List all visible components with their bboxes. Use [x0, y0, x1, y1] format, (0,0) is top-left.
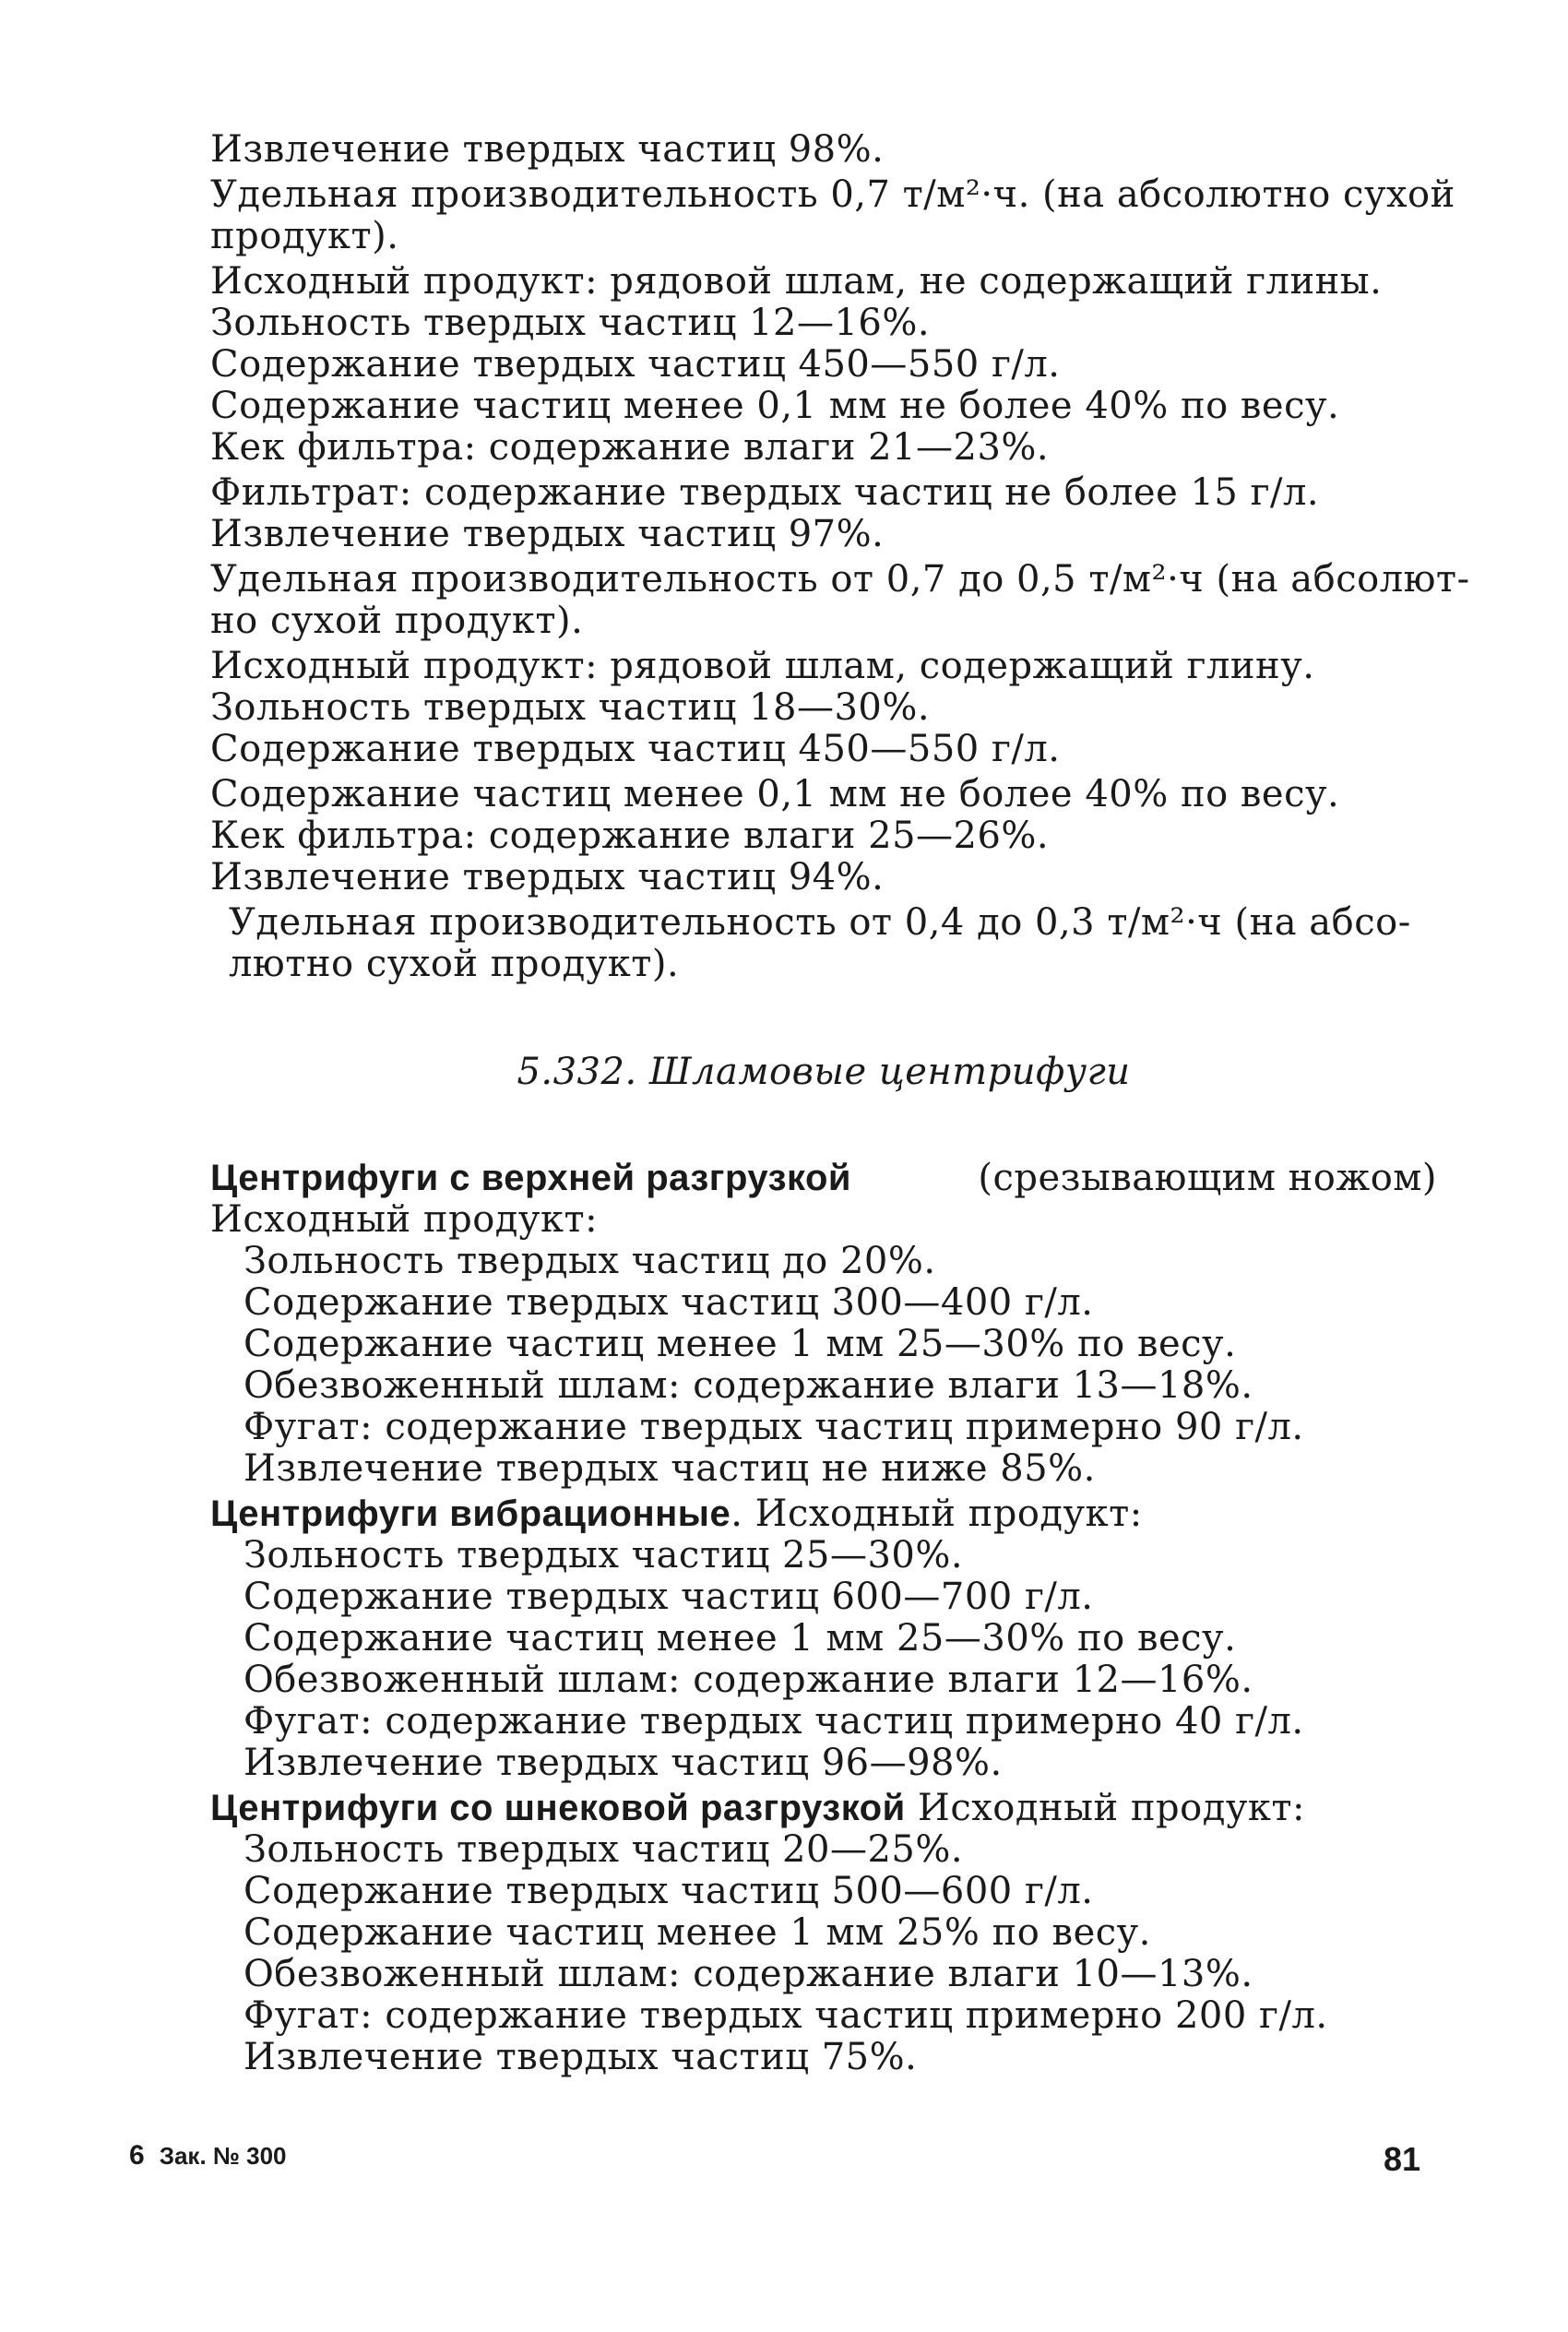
group-title-line: [210, 1788, 1437, 1829]
text-line: Содержание частиц менее 0,1 мм не более 40% по весу.: [210, 385, 1340, 427]
section-heading: 5.332. Шламовые центрифуги: [517, 1051, 1131, 1093]
group-title-suffix: . Исходный продукт:: [731, 1493, 1143, 1535]
centrifuges-section: [210, 1158, 1437, 2082]
list-item: Содержание частиц менее 1 мм 25% по весу.: [244, 1911, 1151, 1954]
group-title-line: [210, 1493, 1437, 1535]
list-item: Зольность твердых частиц 25—30%.: [244, 1534, 964, 1576]
centrifuge-group-1: [210, 1158, 1437, 1490]
list-item: Обезвоженный шлам: содержание влаги 10—13%.: [244, 1953, 1253, 1995]
text-line: Исходный продукт: рядовой шлам, содержащий глину.: [210, 645, 1315, 687]
paragraph-5: [210, 558, 1470, 642]
centrifuge-group-3: [210, 1788, 1437, 2078]
text-line: Извлечение твердых частиц 94%.: [210, 856, 885, 898]
group-title: Центрифуги вибрационные: [210, 1493, 731, 1534]
paragraph-3: [210, 261, 1437, 469]
text-line: Зольность твердых частиц 18—30%.: [210, 686, 931, 729]
printer-mark: [129, 2140, 286, 2171]
paragraph-7: [210, 774, 1437, 898]
text-line: Кек фильтра: содержание влаги 21—23%.: [210, 426, 1050, 469]
list-item: Извлечение твердых частиц 75%.: [244, 2036, 918, 2078]
text-line: Извлечение твердых частиц 98%.: [210, 128, 885, 171]
group-title-suffix: Исходный продукт:: [905, 1787, 1305, 1829]
group-intro: Исходный продукт:: [210, 1198, 599, 1241]
list-item: Содержание твердых частиц 300—400 г/л.: [244, 1281, 1094, 1324]
list-item: Обезвоженный шлам: содержание влаги 13—18%.: [244, 1364, 1253, 1407]
list-item: Извлечение твердых частиц 96—98%.: [244, 1742, 1003, 1784]
text-line: Содержание частиц менее 0,1 мм не более 40% по весу.: [210, 773, 1340, 815]
page-number: 81: [1383, 2140, 1420, 2178]
paragraph-4: [210, 472, 1437, 555]
list-item: Содержание твердых частиц 500—600 г/л.: [244, 1870, 1094, 1912]
group-title: Центрифуги со шнековой разгрузкой: [210, 1788, 906, 1828]
paragraph-6: [210, 646, 1437, 770]
text-line: но сухой продукт).: [210, 600, 584, 642]
centrifuge-group-2: [210, 1493, 1437, 1784]
list-item: Обезвоженный шлам: содержание влаги 12—16%.: [244, 1659, 1253, 1701]
paragraph-8: [210, 902, 1437, 985]
list-item: Зольность твердых частиц до 20%.: [244, 1240, 936, 1282]
text-line: Фильтрат: содержание твердых частиц не более 15 г/л.: [210, 471, 1320, 514]
group-title: Центрифуги с верхней разгрузкой: [210, 1158, 851, 1198]
group-title-line: [210, 1158, 1437, 1199]
text-line: Удельная производительность от 0,7 до 0,5 т/м²·ч (на абсолют-: [210, 558, 1470, 601]
text-line: лютно сухой продукт).: [229, 943, 680, 985]
list-item: Фугат: содержание твердых частиц примерно 200 г/л.: [244, 1994, 1328, 2037]
text-line: Зольность твердых частиц 12—16%.: [210, 302, 931, 344]
text-line: Удельная производительность от 0,4 до 0,3 т/м²·ч (на абсо-: [229, 901, 1411, 944]
text-line: Кек фильтра: содержание влаги 25—26%.: [210, 815, 1050, 857]
paragraph-2: [210, 173, 1455, 257]
section-heading-block: [210, 1052, 1437, 1093]
list-item: Извлечение твердых частиц не ниже 85%.: [244, 1447, 1096, 1490]
text-line: Удельная производительность 0,7 т/м²·ч. (на абсолютно сухой: [210, 173, 1455, 216]
list-item: Зольность твердых частиц 20—25%.: [244, 1828, 964, 1871]
top-section: [210, 128, 1470, 989]
group-title-suffix: (срезывающим ножом): [978, 1157, 1437, 1199]
list-item: Содержание частиц менее 1 мм 25—30% по весу.: [244, 1617, 1237, 1660]
text-line: Содержание твердых частиц 450—550 г/л.: [210, 343, 1061, 386]
order-number: Зак. № 300: [159, 2142, 287, 2170]
text-line: Извлечение твердых частиц 97%.: [210, 513, 885, 555]
list-item: Фугат: содержание твердых частиц примерно 40 г/л.: [244, 1700, 1304, 1743]
list-item: Содержание твердых частиц 600—700 г/л.: [244, 1576, 1094, 1618]
text-line: Содержание твердых частиц 450—550 г/л.: [210, 728, 1061, 770]
text-line: продукт).: [210, 215, 399, 257]
signature-number: 6: [129, 2140, 145, 2171]
list-item: Содержание частиц менее 1 мм 25—30% по весу.: [244, 1323, 1237, 1365]
list-item: Фугат: содержание твердых частиц примерно 90 г/л.: [244, 1406, 1304, 1448]
text-line: Исходный продукт: рядовой шлам, не содержащий глины.: [210, 260, 1383, 303]
paragraph-1: [210, 129, 1437, 171]
